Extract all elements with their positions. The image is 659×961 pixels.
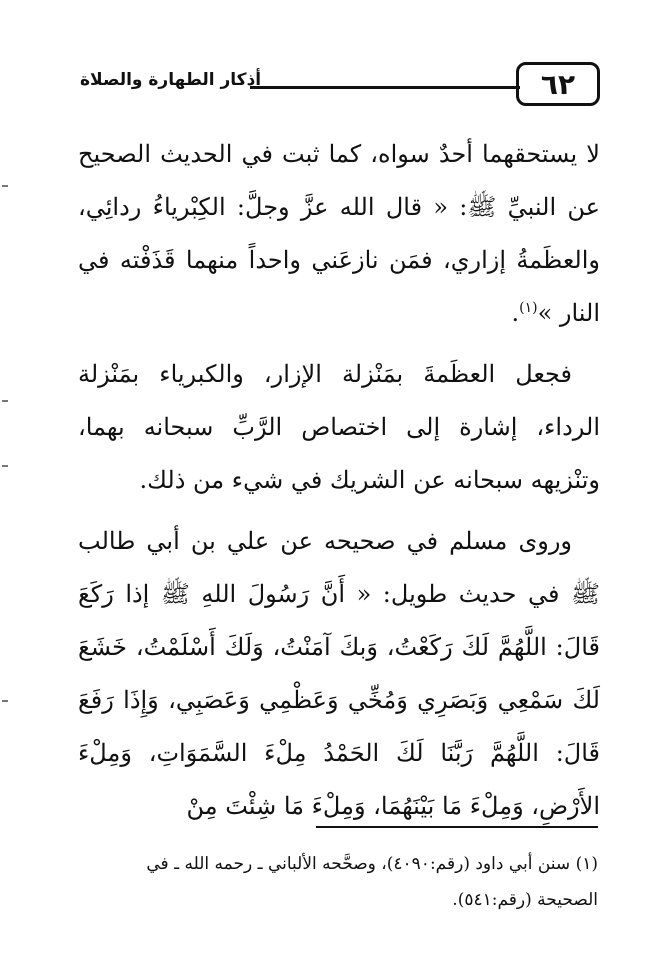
paragraph-1 (78, 128, 600, 340)
margin-mark (2, 700, 8, 702)
paragraph-1-text: لا يستحقهما أحدٌ سواه، كما ثبت في الحديث الصحيح عن النبيِّ ﷺ: « قال الله عزَّ وجلَّ: الكِبْرياءُ ردائِي، والعظَمةُ إزاري، فمَن نازعَني واحداً منهما قَذَفْته في النار » (78, 140, 600, 327)
footnote-separator (316, 826, 598, 828)
body-text (78, 128, 600, 841)
running-title: أذكار الطهارة والصلاة (80, 70, 262, 90)
margin-mark (2, 185, 8, 187)
paragraph-1-end: . (511, 299, 520, 327)
margin-mark (2, 465, 8, 467)
page-header (80, 58, 600, 112)
footnote-marker[interactable]: (١) (519, 300, 538, 316)
footnotes (82, 846, 598, 918)
paragraph-2: فجعل العظَمةَ بمَنْزلة الإزار، والكبرياء بمَنْزلة الرداء، إشارة إلى اختصاص الرَّبِّ سبحانه بهما، وتنْزيهه سبحانه عن الشريك في شيء من ذلك. (78, 360, 600, 494)
page-number: ٦٢ (540, 67, 576, 101)
page-number-box (516, 62, 600, 106)
paragraph-3: وروى مسلم في صحيحه عن علي بن أبي طالب ﷺ في حديث طويل: « أَنَّ رَسُولَ اللهِ ﷺ إذا رَكَعَ قَالَ: اللَّهُمَّ لَكَ رَكَعْتُ، وَبكَ آمَنْتُ، وَلَكَ أَسْلَمْتُ، خَشَعَ لَكَ سَمْعِي وَبَصَرِي وَمُخِّي وَعَظْمِي وَعَصَبِي، وَإِذَا رَفَعَ قَالَ: اللَّهُمَّ رَبَّنَا لَكَ الحَمْدُ مِلْءَ السَّمَوَاتِ، وَمِلْءَ الأَرْضِ، وَمِلْءَ مَا بَيْنَهُمَا، وَمِلْءَ مَا شِئْتَ مِنْ (78, 527, 600, 820)
footnote-1: (١) سنن أبي داود (رقم:٤٠٩٠)، وصحَّحه الألباني ـ رحمه الله ـ في الصحيحة (رقم:٥٤١). (146, 854, 598, 910)
margin-mark (2, 400, 8, 402)
header-rule (250, 86, 520, 89)
